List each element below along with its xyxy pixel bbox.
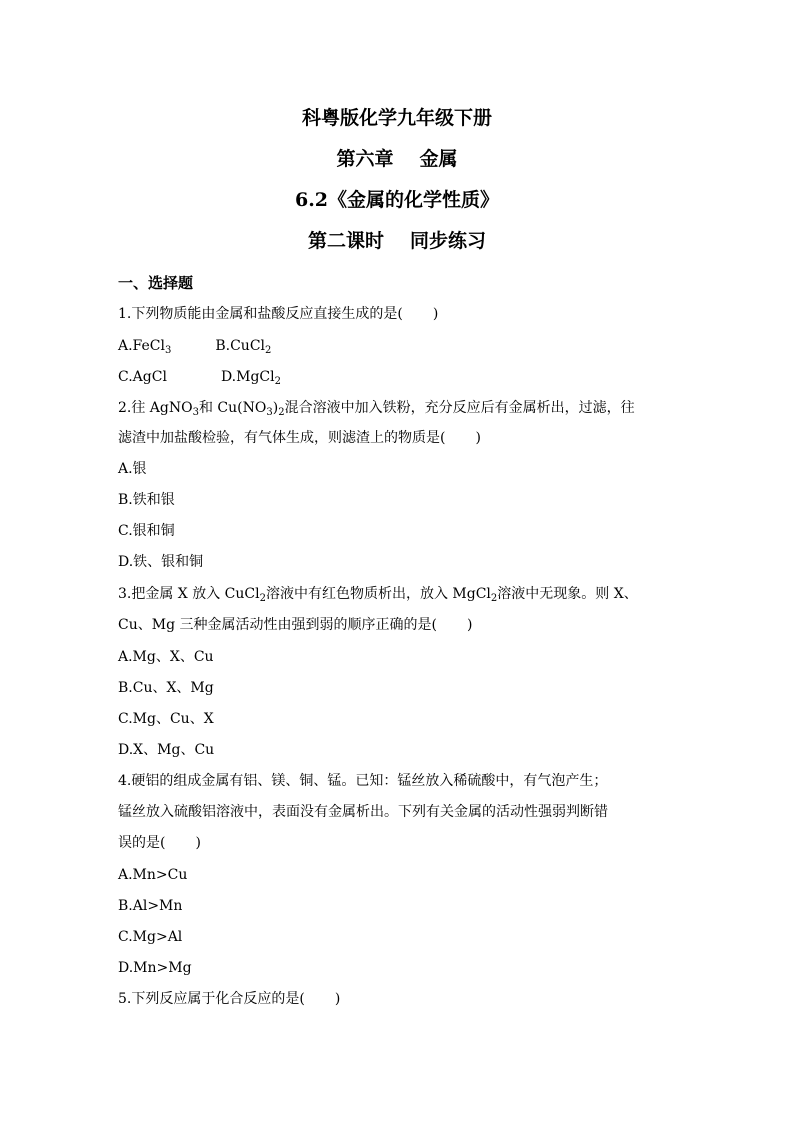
question-5-stem: 5.下列反应属于化合反应的是( ) <box>118 991 341 1007</box>
question-1-stem <box>118 304 438 324</box>
question-4-option-a: A.Mn>Cu <box>118 867 188 883</box>
option-d: D.MgCl$_2$ <box>220 369 281 387</box>
question-4-line-3: 误的是( ) <box>118 835 201 851</box>
question-2-line-2: 滤渣中加盐酸检验，有气体生成，则滤渣上的物质是( ) <box>118 430 481 446</box>
question-3-option-c: C.Mg、Cu、X <box>118 711 214 727</box>
section-heading: 一、选择题 <box>118 274 194 292</box>
question-2-option-c: C.银和铜 <box>118 523 175 539</box>
question-3-option-a: A.Mg、X、Cu <box>118 649 214 665</box>
session-type: 同步练习 <box>410 230 487 252</box>
question-4-line-2: 锰丝放入硫酸铝溶液中，表面没有金属析出。下列有关金属的活动性强弱判断错 <box>118 804 608 820</box>
session-number: 第二课时 <box>307 230 384 252</box>
option-b: B.CuCl$_2$ <box>215 338 272 356</box>
question-3-line-2: Cu、Mg 三种金属活动性由强到弱的顺序正确的是( ) <box>118 617 473 633</box>
lesson-title: 6.2《金属的化学性质》 <box>294 189 500 211</box>
answer-blank-close: ) <box>432 306 439 322</box>
option-c: C.AgCl <box>118 369 167 385</box>
chapter-name: 金属 <box>419 148 458 170</box>
question-3-line-1: 3.把金属 X 放入 CuCl$_2$溶液中有红色物质析出，放入 MgCl$_2$溶液中无现象。则 X、 <box>118 586 638 604</box>
session-title <box>0 229 794 253</box>
question-1-options-ab <box>118 336 271 356</box>
question-2-option-d: D.铁、银和铜 <box>118 554 204 570</box>
question-4-option-d: D.Mn>Mg <box>118 960 192 976</box>
question-3-option-d: D.X、Mg、Cu <box>118 742 215 758</box>
question-4-option-b: B.Al>Mn <box>118 898 183 914</box>
question-2-line-1: 2.往 AgNO$_3$和 $Cu(NO_3)_2$混合溶液中加入铁粉，充分反应后有金属析出，过滤，往 <box>118 400 635 418</box>
chapter-title <box>0 147 794 171</box>
question-3-option-b: B.Cu、X、Mg <box>118 680 214 696</box>
question-1-text: 1.下列物质能由金属和盐酸反应直接生成的是( <box>118 306 403 322</box>
question-2-option-b: B.铁和银 <box>118 492 175 508</box>
question-1-options-cd <box>118 367 281 387</box>
option-a: A.FeCl$_3$ <box>118 338 172 356</box>
chapter-number: 第六章 <box>336 148 394 170</box>
book-title: 科粤版化学九年级下册 <box>301 107 492 129</box>
question-2-option-a: A.银 <box>118 461 147 477</box>
question-4-option-c: C.Mg>Al <box>118 929 183 945</box>
question-4-line-1: 4.硬铝的组成金属有铝、镁、铜、锰。已知：锰丝放入稀硫酸中，有气泡产生； <box>118 773 608 789</box>
